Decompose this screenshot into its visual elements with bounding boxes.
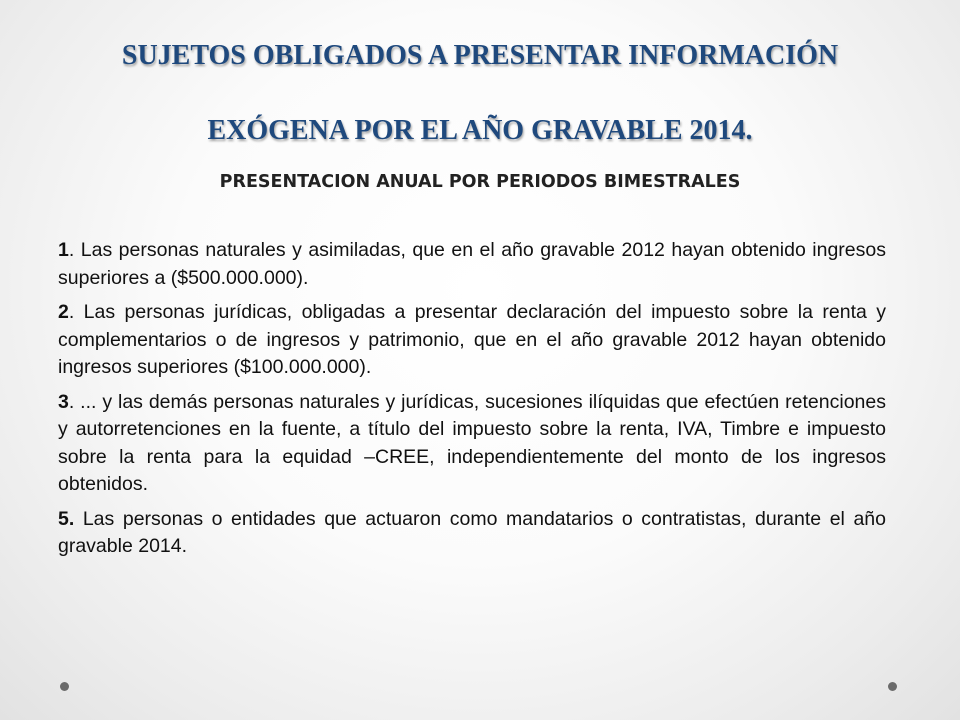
item-text: . Las personas naturales y asimiladas, que en el año gravable 2012 hayan obtenido ingresos superiores a ($500.000.000). xyxy=(58,239,886,289)
slide-subtitle: PRESENTACION ANUAL POR PERIODOS BIMESTRALES xyxy=(219,172,741,192)
item-text: Las personas o entidades que actuaron como mandatarios o contratistas, durante el año gravable 2014. xyxy=(58,507,886,557)
item-number: 2 xyxy=(58,301,69,323)
list-item-3 xyxy=(58,389,886,499)
item-text: . Las personas jurídicas, obligadas a presentar declaración del impuesto sobre la renta y complementarios o de ingresos y patrimonio, que en el año gravable 2012 hayan obtenido ingresos superiores ($100.000.000). xyxy=(58,301,886,378)
item-text: . ... y las demás personas naturales y jurídicas, sucesiones ilíquidas que efectúen retenciones y autorretenciones en la fuente, a título del impuesto sobre la renta, IVA, Timbre e impuesto sobre la renta para la equidad –CREE, independientemente del monto de los ingresos obtenidos. xyxy=(58,390,886,495)
list-item-1 xyxy=(58,237,886,292)
decorative-dot-left xyxy=(60,682,69,691)
item-number: 5. xyxy=(58,507,75,530)
list-item-2 xyxy=(58,299,886,382)
item-number: 3 xyxy=(58,390,69,413)
decorative-dot-right xyxy=(888,682,897,691)
item-list xyxy=(58,237,886,568)
item-number: 1 xyxy=(58,239,69,261)
slide-title-line-1: SUJETOS OBLIGADOS A PRESENTAR INFORMACIÓN xyxy=(121,40,839,71)
slide-title-line-2: EXÓGENA POR EL AÑO GRAVABLE 2014. xyxy=(207,115,753,146)
list-item-4 xyxy=(58,506,886,561)
